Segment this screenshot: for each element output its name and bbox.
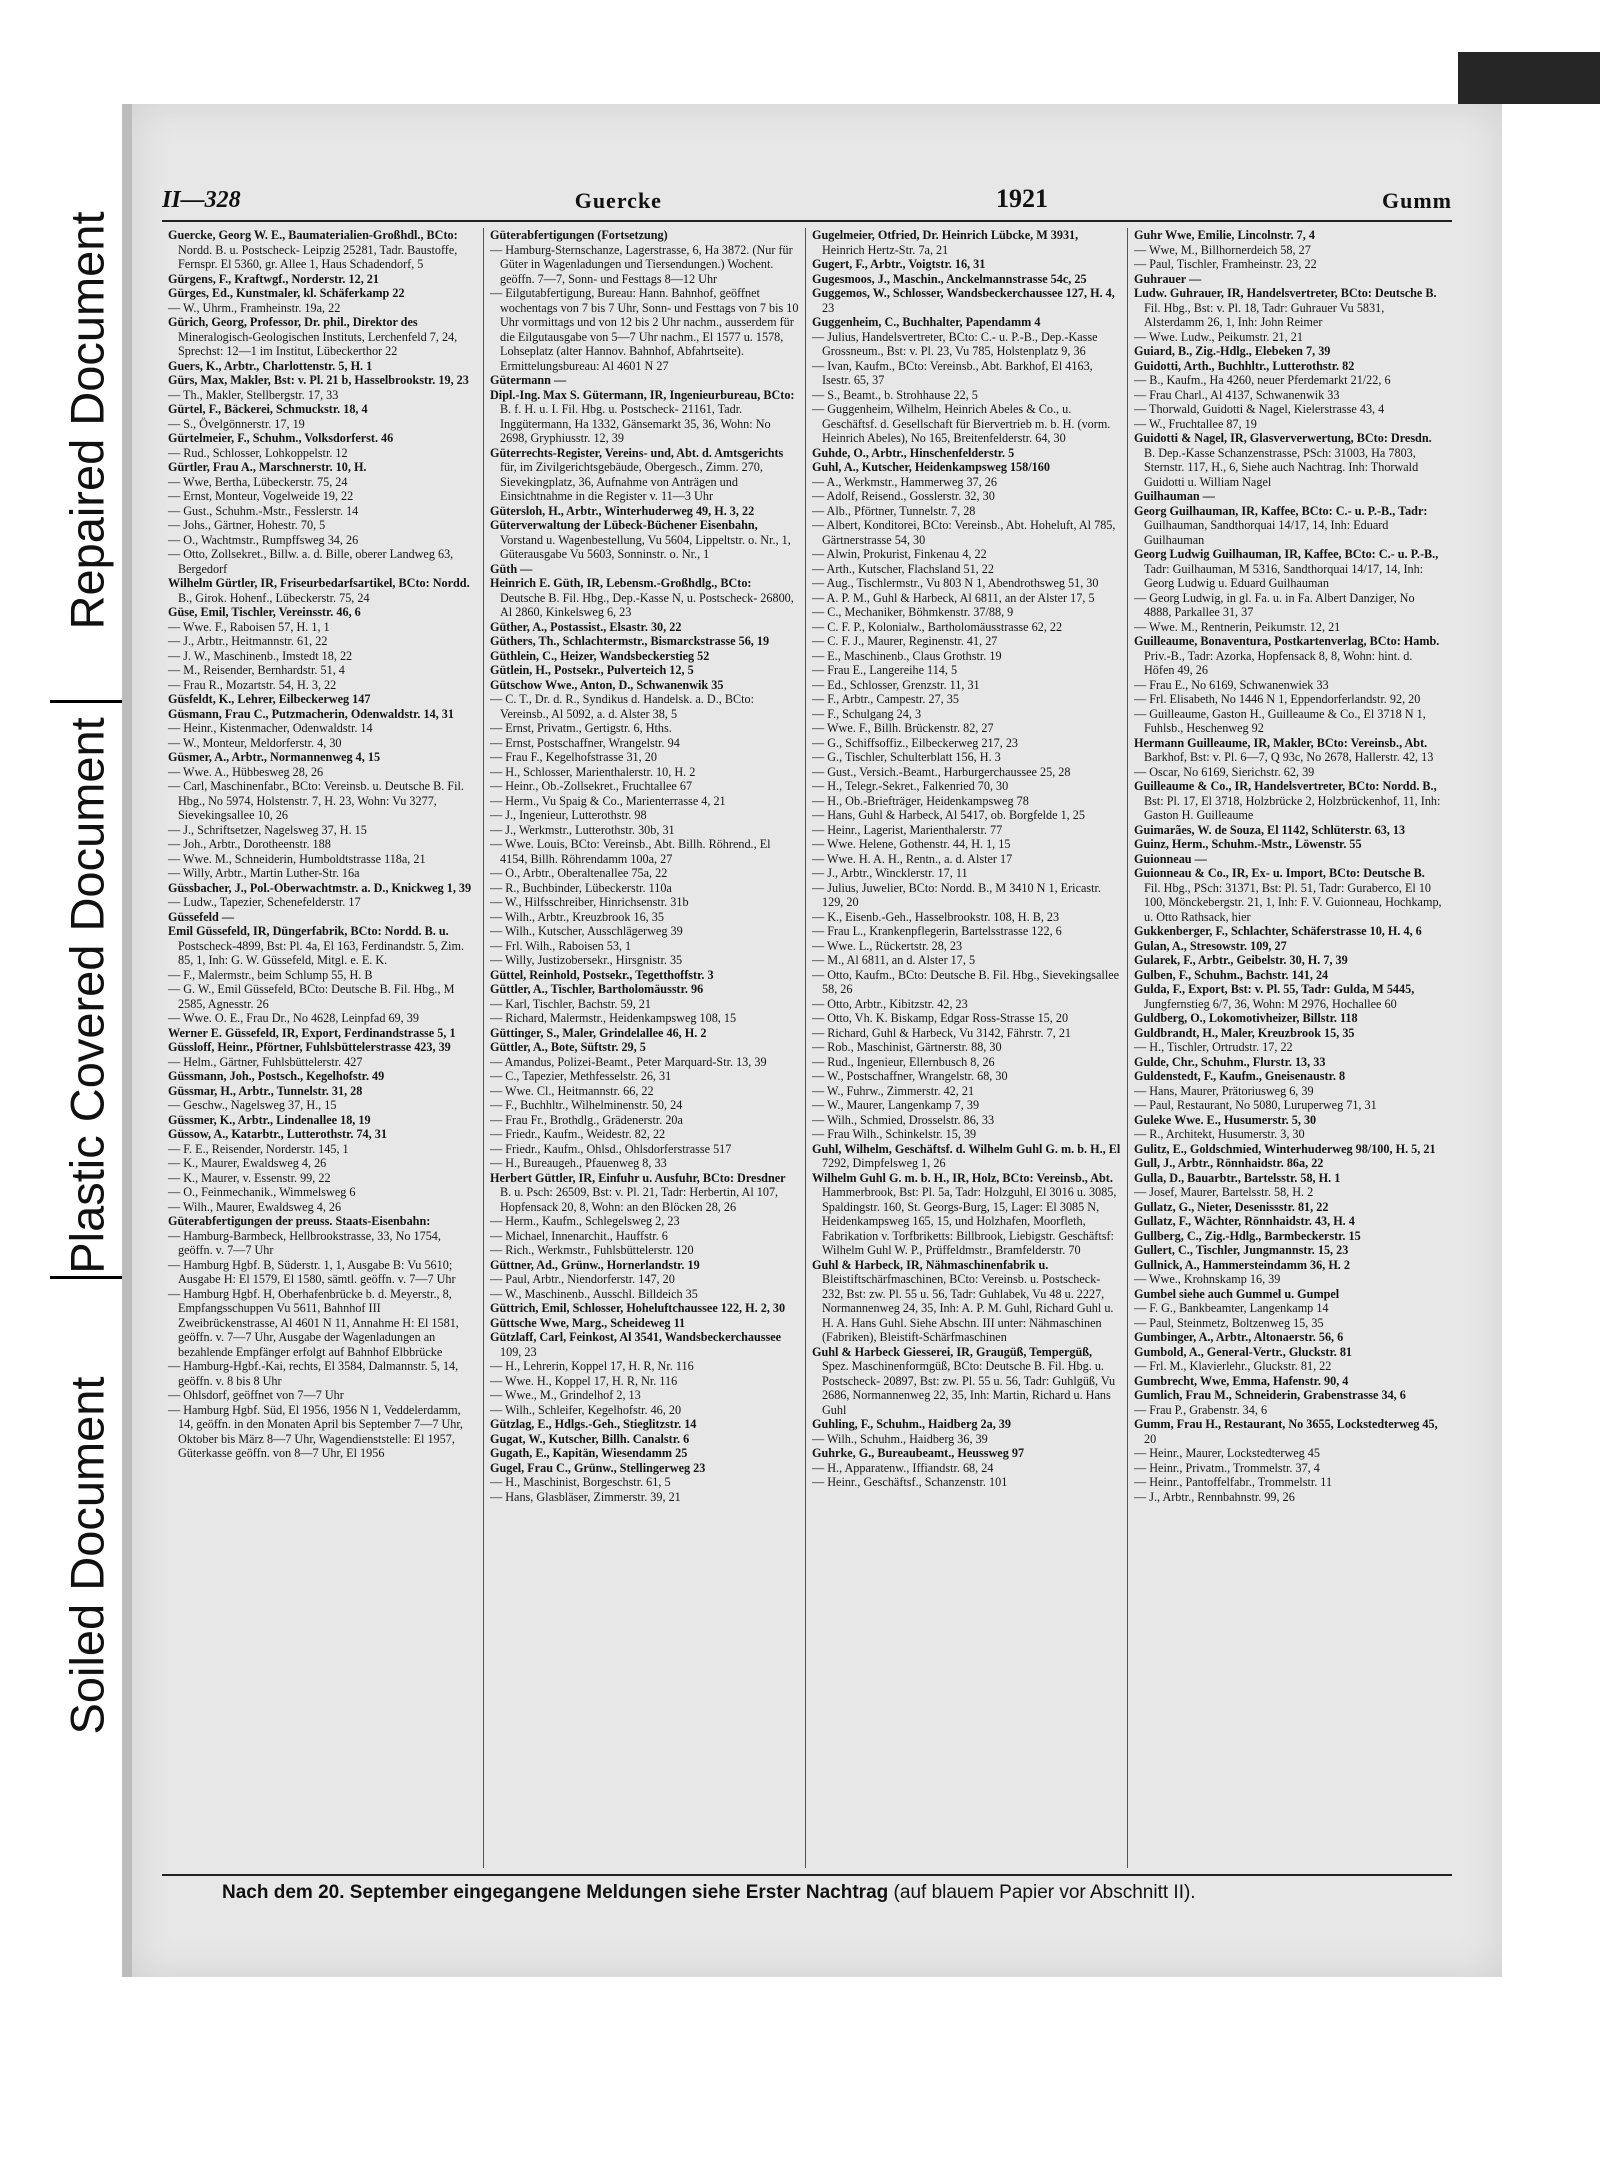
directory-entry: — J., Arbtr., Wincklerstr. 17, 11 bbox=[812, 866, 968, 880]
directory-entry: — Wwe. F., Billh. Brückenstr. 82, 27 bbox=[812, 721, 994, 735]
directory-entry: — W., Fruchtallee 87, 19 bbox=[1134, 416, 1257, 431]
directory-entry: Guhl & Harbeck, IR, Nähmaschinenfabrik u. Bleistiftschärfmaschinen, BCto: Vereinsb. u. Postscheck- 232, Bst: zw. Pl. 55 u. 56, Tadr: Guhlabek, Vu 48 u. 2227, Normannenweg 24, 35, Inh: A. P. M. Guhl, Richard Guhl u. H. A. Hans Guhl. Siehe Abschn. III unter: Nähmaschinen (Fabriken), Bleistift-Schärfmaschinen bbox=[812, 1257, 1114, 1344]
directory-entry: Gürges, Ed., Kunstmaler, kl. Schäferkamp 22 bbox=[168, 286, 405, 300]
label-soiled-document: Soiled Document bbox=[60, 1376, 114, 1734]
directory-entry: — Friedr., Kaufm., Ohlsd., Ohlsdorferstrasse 517 bbox=[490, 1141, 732, 1156]
directory-entry: — K., Eisenb.-Geh., Hasselbrookstr. 108, H. B, 23 bbox=[812, 909, 1060, 924]
directory-entry: Gulla, D., Bauarbtr., Bartelsstr. 58, H. 1 bbox=[1134, 1170, 1341, 1185]
directory-entry: — Helm., Gärtner, Fuhlsbüttelerstr. 427 bbox=[168, 1054, 363, 1069]
directory-entry: — J., Arbtr., Heitmannstr. 61, 22 bbox=[168, 634, 328, 648]
directory-entry: — Gust., Versich.-Beamt., Harburgerchaussee 25, 28 bbox=[812, 764, 1071, 779]
directory-entry: — G., Schiffsoffiz., Eilbeckerweg 217, 23 bbox=[812, 735, 1019, 750]
directory-entry: — Wilh., Schmied, Drosselstr. 86, 33 bbox=[812, 1112, 995, 1127]
directory-entry: — Josef, Maurer, Bartelsstr. 58, H. 2 bbox=[1134, 1185, 1314, 1199]
directory-entry: Güttinger, S., Maler, Grindelallee 46, H. 2 bbox=[490, 1025, 707, 1040]
directory-entry: — Hamburg-Sternschanze, Lagerstrasse, 6, Ha 3872. (Nur für Güter in Wagenladungen und Tiersendungen.) Wochent. geöffn. 7—7, Sonn- und Festtags 8—12 Uhr bbox=[490, 242, 793, 286]
directory-entry: Gukkenberger, F., Schlachter, Schäferstrasse 10, H. 4, 6 bbox=[1134, 924, 1422, 938]
directory-entry: Gumlich, Frau M., Schneiderin, Grabenstrasse 34, 6 bbox=[1134, 1388, 1406, 1402]
directory-entry: — B., Kaufm., Ha 4260, neuer Pferdemarkt 21/22, 6 bbox=[1134, 373, 1391, 387]
document-condition-labels bbox=[42, 140, 132, 1940]
directory-entry: — Wilh., Schuhm., Haidberg 36, 39 bbox=[812, 1431, 988, 1446]
directory-entry: — Rob., Maschinist, Gärtnerstr. 88, 30 bbox=[812, 1040, 1002, 1054]
directory-entry: Guhl & Harbeck Giesserei, IR, Graugüß, Tempergüß, Spez. Maschinenformgüß, BCto: Deutsche B. Fil. Hbg. u. Postscheck- 20897, Bst: zw. Pl. 55 u. 56, Tadr: Guhlgüß, Vu 2686, Normannenweg 22, 35, Inh: Martin, Richard u. Hans Guhl bbox=[812, 1344, 1116, 1417]
directory-entry: Gürtler, Frau A., Marschnerstr. 10, H. bbox=[168, 460, 367, 474]
directory-entry: — Frau P., Grabenstr. 34, 6 bbox=[1134, 1402, 1268, 1417]
directory-entry: — Georg Ludwig, in gl. Fa. u. in Fa. Albert Danziger, No 4888, Parkallee 31, 37 bbox=[1134, 590, 1415, 619]
directory-entry: — Paul, Steinmetz, Boltzenweg 15, 35 bbox=[1134, 1315, 1324, 1330]
directory-entry: — Wilh., Schleifer, Kegelhofstr. 46, 20 bbox=[490, 1402, 682, 1417]
directory-entry: — Wwe. H., Koppel 17, H. R, Nr. 116 bbox=[490, 1373, 678, 1388]
directory-entry: Guhr Wwe, Emilie, Lincolnstr. 7, 4 bbox=[1134, 228, 1315, 242]
directory-entry: Güssbacher, J., Pol.-Oberwachtmstr. a. D., Knickweg 1, 39 bbox=[168, 880, 472, 895]
footer-note bbox=[222, 1882, 1452, 1904]
directory-entry: — F., Arbtr., Campestr. 27, 35 bbox=[812, 692, 959, 706]
directory-entry: Herbert Güttler, IR, Einfuhr u. Ausfuhr, BCto: Dresdner B. u. Psch: 26509, Bst: v. Pl. 21, Tadr: Herbertin, Al 107, Hopfensack 20, 8, Wohn: an den Blöcken 28, 26 bbox=[490, 1170, 786, 1214]
directory-entry: — Heinr., Ob.-Zollsekret., Fruchtallee 67 bbox=[490, 779, 693, 793]
directory-entry: Guilhauman — bbox=[1134, 489, 1215, 503]
directory-entry: Güttler, A., Bote, Süftstr. 29, 5 bbox=[490, 1040, 646, 1054]
directory-entry: Gugesmoos, J., Maschin., Anckelmannstrasse 54c, 25 bbox=[812, 271, 1087, 286]
directory-entry: Guggenheim, C., Buchhalter, Papendamm 4 bbox=[812, 315, 1041, 329]
directory-entry: Gulitz, E., Goldschmied, Winterhuderweg 98/100, H. 5, 21 bbox=[1134, 1141, 1436, 1156]
directory-entry: Guercke, Georg W. E., Baumaterialien-Großhdl., BCto: Nordd. B. u. Postscheck- Leipzig 25281, Tadr. Baustoffe, Fernspr. El 5360, gr. Allee 1, Haus Schadendorf, 5 bbox=[168, 228, 458, 271]
directory-entry: Güssloff, Heinr., Pförtner, Fuhlsbüttelerstrasse 423, 39 bbox=[168, 1040, 451, 1054]
directory-entry: — F., Schulgang 24, 3 bbox=[812, 706, 922, 721]
directory-entry: Güttsche Wwe, Marg., Scheideweg 11 bbox=[490, 1315, 686, 1330]
page-number: II—328 bbox=[162, 187, 241, 213]
directory-entry: Ludw. Guhrauer, IR, Handelsvertreter, BCto: Deutsche B. Fil. Hbg., Bst: v. Pl. 18, Tadr: Guhrauer Vu 5831, Alsterdamm 26, 1, Inh: John Reimer bbox=[1134, 286, 1437, 329]
directory-entry: — Wwe., Krohnskamp 16, 39 bbox=[1134, 1272, 1281, 1286]
directory-entry: — W., Postschaffner, Wrangelstr. 68, 30 bbox=[812, 1069, 1008, 1083]
directory-entry: — G., Tischler, Schulterblatt 156, H. 3 bbox=[812, 750, 1001, 764]
directory-entry: — O., Feinmechanik., Wimmelsweg 6 bbox=[168, 1185, 356, 1199]
directory-entry: — Frau Charl., Al 4137, Schwanenwik 33 bbox=[1134, 387, 1340, 402]
directory-entry: — J., Arbtr., Rennbahnstr. 99, 26 bbox=[1134, 1489, 1295, 1504]
directory-entry: — C., Mechaniker, Böhmkenstr. 37/88, 9 bbox=[812, 605, 1014, 619]
directory-entry: — Michael, Innenarchit., Hauffstr. 6 bbox=[490, 1228, 668, 1243]
directory-entry: — Hamburg Hgbf. Süd, El 1956, 1956 N 1, Veddelerdamm, 14, geöffn. in den Monaten April bis September 7—7 Uhr, Oktober bis März 8—7 Uhr, Wagendienststelle: El 1957, Güterkasse geöffn. von 8—7 Uhr, El 1956 bbox=[168, 1402, 463, 1460]
directory-entry: — Wilh., Maurer, Ewaldsweg 4, 26 bbox=[168, 1199, 342, 1214]
directory-entry: — Hamburg Hgbf. B, Süderstr. 1, 1, Ausgabe B: Vu 5610; Ausgabe H: El 1579, El 1580, sämtl. geöffn. v. 7—7 Uhr bbox=[168, 1257, 456, 1286]
directory-entry: Werner E. Güssefeld, IR, Export, Ferdinandstrasse 5, 1 bbox=[168, 1025, 456, 1040]
directory-entry: Guldbrandt, H., Maler, Kreuzbrook 15, 35 bbox=[1134, 1025, 1355, 1040]
directory-entry: — Frl. Elisabeth, No 1446 N 1, Eppendorferlandstr. 92, 20 bbox=[1134, 692, 1421, 706]
directory-entry: — Frl. Wilh., Raboisen 53, 1 bbox=[490, 938, 632, 953]
directory-entry: Gumbrecht, Wwe, Emma, Hafenstr. 90, 4 bbox=[1134, 1373, 1349, 1388]
directory-entry: — Hans, Maurer, Prätoriusweg 6, 39 bbox=[1134, 1083, 1314, 1098]
directory-entry: Guidotti, Arth., Buchhltr., Lutterothstr. 82 bbox=[1134, 358, 1355, 373]
directory-entry: — Adolf, Reisend., Gosslerstr. 32, 30 bbox=[812, 489, 995, 503]
directory-entry: Guleke Wwe. E., Husumerstr. 5, 30 bbox=[1134, 1112, 1317, 1127]
directory-entry: — Herm., Kaufm., Schlegelsweg 2, 23 bbox=[490, 1214, 680, 1228]
directory-entry: — Wwe. A., Hübbesweg 28, 26 bbox=[168, 764, 324, 779]
directory-entry: Güterrechts-Register, Vereins- und, Abt. d. Amtsgerichts für, im Zivilgerichtsgebäude, Obergesch., Zimm. 270, Sievekingplatz, 36, Aufnahme von Anträgen und Einsichtnahme in die Register v. 11—3 Uhr bbox=[490, 445, 784, 503]
directory-entry: — Heinr., Kistenmacher, Odenwaldstr. 14 bbox=[168, 721, 373, 735]
directory-entry: — Th., Makler, Stellbergstr. 17, 33 bbox=[168, 387, 339, 402]
directory-entry: — Rich., Werkmstr., Fuhlsbüttelerstr. 120 bbox=[490, 1243, 694, 1257]
directory-entry: — Eilgutabfertigung, Bureau: Hann. Bahnhof, geöffnet wochentags von 7 bis 7 Uhr, Sonn- und Festtags von 7 bis 10 Uhr vormittags und von 12 bis 2 Uhr nachm., ausserdem für die Eilgutausgabe von 5—7 Uhr nachm., El 1577 u. 1578, Lohseplatz (alter Hannov. Bahnhof, Abfahrtseite). Ermittelungsbureau: Al 4601 N 27 bbox=[490, 286, 799, 373]
directory-entry: Güssefeld — bbox=[168, 909, 235, 924]
directory-entry: Gulda, F., Export, Bst: v. Pl. 55, Tadr: Gulda, M 5445, Jungfernstieg 6/7, 36, Wohn: M 2976, Hochallee 60 bbox=[1134, 982, 1415, 1011]
directory-entry: — Frl. M., Klavierlehr., Gluckstr. 81, 22 bbox=[1134, 1359, 1332, 1373]
directory-entry: — Oscar, No 6169, Sierichstr. 62, 39 bbox=[1134, 764, 1315, 779]
directory-page bbox=[122, 104, 1502, 1977]
directory-entry: — Otto, Kaufm., BCto: Deutsche B. Fil. Hbg., Sievekingsallee 58, 26 bbox=[812, 967, 1120, 996]
directory-entry: — C. F. P., Kolonialw., Bartholomäusstrasse 62, 22 bbox=[812, 619, 1063, 634]
directory-entry: Guidotti & Nagel, IR, Glasververwertung, BCto: Dresdn. B. Dep.-Kasse Schanzenstrasse, PSch: 31003, Ha 7803, Sternstr. 117, H., 6, Siehe auch Nachtrag. Inh: Thorwald Guidotti u. William Nagel bbox=[1134, 431, 1432, 489]
directory-entry: Guhrauer — bbox=[1134, 271, 1202, 286]
directory-entry: Gütschow Wwe., Anton, D., Schwanenwik 35 bbox=[490, 677, 724, 692]
directory-entry: — Rud., Ingenieur, Ellernbusch 8, 26 bbox=[812, 1054, 995, 1069]
directory-entry: Güterabfertigungen der preuss. Staats-Eisenbahn: bbox=[168, 1214, 431, 1228]
directory-entry: — Wwe, Bertha, Lübeckerstr. 75, 24 bbox=[168, 474, 348, 489]
directory-entry: Guers, K., Arbtr., Charlottenstr. 5, H. 1 bbox=[168, 358, 373, 373]
directory-entry: — Guilleaume, Gaston H., Guilleaume & Co., El 3718 N 1, Fuhlsb., Heschenweg 92 bbox=[1134, 706, 1426, 735]
directory-entry: — Ohlsdorf, geöffnet von 7—7 Uhr bbox=[168, 1388, 344, 1402]
directory-entry: Guhl, Wilhelm, Geschäftsf. d. Wilhelm Guhl G. m. b. H., El 7292, Dimpfelsweg 1, 26 bbox=[812, 1141, 1121, 1170]
directory-entry: — S., Övelgönnerstr. 17, 19 bbox=[168, 416, 305, 431]
directory-entry: — Amandus, Polizei-Beamt., Peter Marquard-Str. 13, 39 bbox=[490, 1054, 767, 1069]
page-header bbox=[162, 174, 1452, 214]
directory-entry: — Paul, Restaurant, No 5080, Luruperweg 71, 31 bbox=[1134, 1098, 1377, 1112]
directory-entry: — K., Maurer, Ewaldsweg 4, 26 bbox=[168, 1156, 327, 1170]
directory-entry: — A. P. M., Guhl & Harbeck, Al 6811, an der Alster 17, 5 bbox=[812, 590, 1095, 605]
directory-entry: — Wwe. Louis, BCto: Vereinsb., Abt. Billh. Röhrend., El 4154, Billh. Röhrendamm 100a, 27 bbox=[490, 837, 771, 866]
directory-entry: — W., Fuhrw., Zimmerstr. 42, 21 bbox=[812, 1083, 975, 1098]
directory-entry: — Frau E., No 6169, Schwanenwiek 33 bbox=[1134, 677, 1329, 692]
directory-entry: Gütermann — bbox=[490, 373, 567, 387]
directory-entry: Güthers, Th., Schlachtermstr., Bismarckstrasse 56, 19 bbox=[490, 634, 770, 648]
directory-entry: Guldberg, O., Lokomotivheizer, Billstr. 118 bbox=[1134, 1011, 1358, 1025]
directory-entry: — Hamburg-Hgbf.-Kai, rechts, El 3584, Dalmannstr. 5, 14, geöffn. v. 8 bis 8 Uhr bbox=[168, 1359, 459, 1388]
directory-entry: Gullatz, F., Wächter, Rönnhaidstr. 43, H. 4 bbox=[1134, 1214, 1355, 1228]
directory-entry: Gugert, F., Arbtr., Voigtstr. 16, 31 bbox=[812, 257, 986, 271]
directory-entry: Gürtel, F., Bäckerei, Schmuckstr. 18, 4 bbox=[168, 402, 368, 416]
directory-entry: — Julius, Handelsvertreter, BCto: C.- u. P.-B., Dep.-Kasse Grossneum., Bst: v. Pl. 23, Vu 785, Holstenplatz 9, 36 bbox=[812, 329, 1098, 358]
directory-entry: Güterabfertigungen (Fortsetzung) bbox=[490, 228, 668, 242]
directory-entry: Gullert, C., Tischler, Jungmannstr. 15, 23 bbox=[1134, 1243, 1349, 1257]
directory-entry: Heinrich E. Güth, IR, Lebensm.-Großhdlg., BCto: Deutsche B. Fil. Hbg., Dep.-Kasse N, u. Postscheck- 26800, Al 2860, Kinkelsweg 6, 23 bbox=[490, 576, 794, 619]
directory-entry: — Hans, Glasbläser, Zimmerstr. 39, 21 bbox=[490, 1489, 681, 1504]
directory-entry: — Otto, Vh. K. Biskamp, Edgar Ross-Strasse 15, 20 bbox=[812, 1011, 1069, 1025]
directory-entry: Guionneau — bbox=[1134, 851, 1207, 866]
directory-entry: — Paul, Arbtr., Niendorferstr. 147, 20 bbox=[490, 1272, 675, 1286]
directory-entry: Hermann Guilleaume, IR, Makler, BCto: Vereinsb., Abt. Barkhof, Bst: v. Pl. 6—7, Q 93c, No 2678, Hallerstr. 42, 13 bbox=[1134, 735, 1434, 764]
directory-entry: Gugath, E., Kapitän, Wiesendamm 25 bbox=[490, 1446, 688, 1460]
directory-entry: Wilhelm Gürtler, IR, Friseurbedarfsartikel, BCto: Nordd. B., Girok. Hohenf., Lübeckerstr. 75, 24 bbox=[168, 576, 470, 605]
directory-entry: Guhde, O., Arbtr., Hinschenfelderstr. 5 bbox=[812, 445, 1015, 460]
directory-entry: — F., Malermstr., beim Schlump 55, H. B bbox=[168, 967, 373, 982]
directory-entry: — Gust., Schuhm.-Mstr., Fesslerstr. 14 bbox=[168, 503, 359, 518]
directory-entry: Güssow, A., Katarbtr., Lutterothstr. 74, 31 bbox=[168, 1127, 387, 1141]
label-divider bbox=[50, 700, 124, 703]
directory-entry: — F. G., Bankbeamter, Langenkamp 14 bbox=[1134, 1301, 1329, 1315]
directory-entry: — Wwe. Ludw., Peikumstr. 21, 21 bbox=[1134, 329, 1303, 344]
directory-entry: — O., Wachtmstr., Rumpffsweg 34, 26 bbox=[168, 532, 359, 547]
directory-entry: — J., Schriftsetzer, Nagelsweg 37, H. 15 bbox=[168, 822, 367, 837]
directory-entry: Gürtelmeier, F., Schuhm., Volksdorferst. 46 bbox=[168, 431, 394, 445]
directory-entry: — R., Buchbinder, Lübeckerstr. 110a bbox=[490, 880, 672, 895]
directory-entry: — K., Maurer, v. Essenstr. 99, 22 bbox=[168, 1170, 331, 1185]
directory-entry: — Julius, Juwelier, BCto: Nordd. B., M 3410 N 1, Ericastr. 129, 20 bbox=[812, 880, 1101, 909]
directory-entry: — Aug., Tischlermstr., Vu 803 N 1, Abendrothsweg 51, 30 bbox=[812, 576, 1099, 590]
directory-entry: — Frau F., Kegelhofstrasse 31, 20 bbox=[490, 750, 657, 764]
directory-entry: Wilhelm Guhl G. m. b. H., IR, Holz, BCto: Vereinsb., Abt. Hammerbrook, Bst: Pl. 5a, Tadr: Holzguhl, El 3016 u. 3085, Spaldingstr. 160, St. Georgs-Burg, 15, Lager: El 3085 N, Heidenkampsweg 165, 15, und Holzhafen, Moorfleth, Fabrikation v. Torfbriketts: Billbrook, Liebigstr. Geschäftsf: Wilhelm Guhl W. P., Prüffeldmstr., Bramfelderstr. 70 bbox=[812, 1170, 1117, 1257]
directory-entry: — C. T., Dr. d. R., Syndikus d. Handelsk. a. D., BCto: Vereinsb., Al 5092, a. d. Alster 38, 5 bbox=[490, 692, 754, 721]
directory-entry: Güse, Emil, Tischler, Vereinsstr. 46, 6 bbox=[168, 605, 361, 619]
label-plastic-covered-document: Plastic Covered Document bbox=[60, 716, 114, 1274]
directory-entry: — Wwe. M., Schneiderin, Humboldtstrasse 118a, 21 bbox=[168, 851, 426, 866]
directory-entry: Gullatz, G., Nieter, Desenissstr. 81, 22 bbox=[1134, 1199, 1329, 1214]
header-year: 1921 bbox=[995, 184, 1048, 213]
directory-entry: Gürs, Max, Makler, Bst: v. Pl. 21 b, Hasselbrookstr. 19, 23 bbox=[168, 373, 469, 387]
directory-entry: — Ernst, Monteur, Vogelweide 19, 22 bbox=[168, 489, 354, 503]
directory-entry: Güsmann, Frau C., Putzmacherin, Odenwaldstr. 14, 31 bbox=[168, 706, 454, 721]
directory-entry: Gumbel siehe auch Gummel u. Gumpel bbox=[1134, 1286, 1340, 1301]
directory-entry: — H., Lehrerin, Koppel 17, H. R, Nr. 116 bbox=[490, 1359, 694, 1373]
directory-entry: Gumm, Frau H., Restaurant, No 3655, Lockstedterweg 45, 20 bbox=[1134, 1417, 1438, 1446]
directory-entry: — W., Maurer, Langenkamp 7, 39 bbox=[812, 1098, 980, 1112]
directory-entry: — Heinr., Pantoffelfabr., Trommelstr. 11 bbox=[1134, 1475, 1333, 1489]
directory-entry: — F. E., Reisender, Norderstr. 145, 1 bbox=[168, 1141, 349, 1156]
directory-entry: — G. W., Emil Güssefeld, BCto: Deutsche B. Fil. Hbg., M 2585, Agnesstr. 26 bbox=[168, 982, 455, 1011]
directory-entry: — Otto, Arbtr., Kibitzstr. 42, 23 bbox=[812, 996, 968, 1011]
directory-entry: — Frau Fr., Brothdlg., Grädenerstr. 20a bbox=[490, 1112, 683, 1127]
directory-entry: — H., Schlosser, Marienthalerstr. 10, H. 2 bbox=[490, 764, 696, 779]
directory-entry: Güsmer, A., Arbtr., Normannenweg 4, 15 bbox=[168, 750, 381, 764]
directory-entry: — Friedr., Kaufm., Weidestr. 82, 22 bbox=[490, 1127, 666, 1141]
footer-rule bbox=[162, 1874, 1452, 1876]
directory-entry: — S., Beamt., b. Strohhause 22, 5 bbox=[812, 387, 978, 402]
directory-entry: — Willy, Arbtr., Martin Luther-Str. 16a bbox=[168, 866, 360, 880]
directory-entry: — Ernst, Postschaffner, Wrangelstr. 94 bbox=[490, 735, 680, 750]
column-3 bbox=[806, 228, 1128, 1868]
directory-entry: — Paul, Tischler, Framheinstr. 23, 22 bbox=[1134, 257, 1317, 271]
directory-entry: — Wwe. Helene, Gothenstr. 44, H. 1, 15 bbox=[812, 837, 1011, 851]
directory-entry: — Joh., Arbtr., Dorotheenstr. 188 bbox=[168, 837, 331, 851]
directory-entry: — Willy, Justizobersekr., Hirsgnistr. 35 bbox=[490, 953, 683, 967]
directory-entry: — Hamburg-Barmbeck, Hellbrookstrasse, 33, No 1754, geöffn. v. 7—7 Uhr bbox=[168, 1228, 441, 1257]
directory-entry: — C., Tapezier, Methfesselstr. 26, 31 bbox=[490, 1069, 672, 1083]
directory-entry: — Otto, Zollsekret., Billw. a. d. Bille, oberer Landweg 63, Bergedorf bbox=[168, 547, 454, 576]
directory-entry: — C. F. J., Maurer, Reginenstr. 41, 27 bbox=[812, 634, 998, 648]
directory-entry: — Frau Wilh., Schinkelstr. 15, 39 bbox=[812, 1127, 977, 1141]
directory-entry: Güssmann, Joh., Postsch., Kegelhofstr. 49 bbox=[168, 1069, 385, 1083]
directory-entry: Gütlein, H., Postsekr., Pulverteich 12, 5 bbox=[490, 663, 694, 677]
directory-entry: — Heinr., Maurer, Lockstedterweg 45 bbox=[1134, 1446, 1320, 1460]
directory-entry: — Heinr., Geschäftsf., Schanzenstr. 101 bbox=[812, 1475, 1008, 1489]
directory-entry: — Alwin, Prokurist, Finkenau 4, 22 bbox=[812, 547, 987, 561]
directory-entry: — Ludw., Tapezier, Schenefelderstr. 17 bbox=[168, 895, 361, 909]
directory-entry: — Wwe. Cl., Heitmannstr. 66, 22 bbox=[490, 1083, 654, 1098]
header-rule bbox=[162, 220, 1452, 222]
directory-entry: Gulben, F., Schuhm., Bachstr. 141, 24 bbox=[1134, 967, 1329, 982]
directory-entry: — Thorwald, Guidotti & Nagel, Kielerstrasse 43, 4 bbox=[1134, 402, 1385, 416]
directory-entry: — H., Ob.-Briefträger, Heidenkampsweg 78 bbox=[812, 793, 1029, 808]
directory-entry: Guggemos, W., Schlosser, Wandsbeckerchaussee 127, H. 4, 23 bbox=[812, 286, 1115, 315]
column-2 bbox=[484, 228, 806, 1868]
directory-entry: — Wwe. H. A. H., Rentn., a. d. Alster 17 bbox=[812, 851, 1013, 866]
directory-entry: Güttler, A., Tischler, Bartholomäusstr. 96 bbox=[490, 982, 704, 996]
directory-entry: — J., Ingenieur, Lutterothstr. 98 bbox=[490, 808, 647, 822]
directory-entry: — Richard, Guhl & Harbeck, Vu 3142, Fährstr. 7, 21 bbox=[812, 1025, 1072, 1040]
directory-entry: Güttner, Ad., Grünw., Hornerlandstr. 19 bbox=[490, 1257, 700, 1272]
directory-entry: Güther, A., Postassist., Elsastr. 30, 22 bbox=[490, 619, 682, 634]
directory-entry: — Wwe, M., Billhornerdeich 58, 27 bbox=[1134, 242, 1311, 257]
column-1 bbox=[162, 228, 484, 1868]
directory-entry: — H., Tischler, Ortrudstr. 17, 22 bbox=[1134, 1040, 1293, 1054]
directory-entry: Georg Guilhauman, IR, Kaffee, BCto: C.- u. P.-B., Tadr: Guilhauman, Sandthorquai 14/17, 14, Inh: Eduard Guilhauman bbox=[1134, 503, 1428, 547]
directory-entry: Gürich, Georg, Professor, Dr. phil., Direktor des Mineralogisch-Geologischen Instituts, Lerchenfeld 7, 24, Sprechst: 12—1 im Institut, Lübeckerthor 22 bbox=[168, 315, 458, 358]
directory-entry: — Geschw., Nagelsweg 37, H., 15 bbox=[168, 1098, 337, 1112]
directory-entry: Guldenstedt, F., Kaufm., Gneisenaustr. 8 bbox=[1134, 1069, 1346, 1083]
directory-entry: Guhrke, G., Bureaubeamt., Heussweg 97 bbox=[812, 1446, 1025, 1460]
directory-entry: Güthlein, C., Heizer, Wandsbeckerstieg 52 bbox=[490, 648, 710, 663]
directory-entry: — Wilh., Arbtr., Kreuzbrook 16, 35 bbox=[490, 909, 664, 924]
directory-columns bbox=[162, 228, 1452, 1868]
directory-entry: — Wwe. M., Rentnerin, Peikumstr. 12, 21 bbox=[1134, 619, 1341, 634]
directory-entry: Gugelmeier, Otfried, Dr. Heinrich Lübcke, M 3931, Heinrich Hertz-Str. 7a, 21 bbox=[812, 228, 1079, 257]
directory-entry: — H., Maschinist, Borgeschstr. 61, 5 bbox=[490, 1475, 671, 1489]
column-4 bbox=[1128, 228, 1450, 1868]
directory-entry: — Richard, Malermstr., Heidenkampsweg 108, 15 bbox=[490, 1011, 737, 1025]
directory-entry: — M., Al 6811, an d. Alster 17, 5 bbox=[812, 953, 976, 967]
directory-entry: — Frau R., Mozartstr. 54, H. 3, 22 bbox=[168, 677, 337, 692]
directory-entry: — J., Werkmstr., Lutterothstr. 30b, 31 bbox=[490, 822, 675, 837]
directory-entry: — Herm., Vu Spaig & Co., Marienterrasse 4, 21 bbox=[490, 793, 726, 808]
directory-entry: — W., Maschinenb., Ausschl. Billdeich 35 bbox=[490, 1286, 698, 1301]
directory-entry: Guinz, Herm., Schuhm.-Mstr., Löwenstr. 55 bbox=[1134, 837, 1362, 851]
directory-entry: Güttel, Reinhold, Postsekr., Tegetthoffstr. 3 bbox=[490, 967, 714, 982]
directory-entry: Guilleaume & Co., IR, Handelsvertreter, BCto: Nordd. B., Bst: Pl. 17, El 3718, Holzbrücke 2, Holzbrückenhof, 11, Inh: Gaston H. Guilleaume bbox=[1134, 779, 1441, 822]
directory-entry: Güssmer, K., Arbtr., Lindenallee 18, 19 bbox=[168, 1112, 371, 1127]
directory-entry: Guionneau & Co., IR, Ex- u. Import, BCto: Deutsche B. Fil. Hbg., PSch: 31371, Bst: Pl. 51, Tadr: Guraberco, El 10 100, Mönckebergstr. 21, 1, Inh: F. V. Guionneau, Hochkamp, u. Otto Rathsack, hier bbox=[1134, 866, 1442, 924]
directory-entry: — W., Monteur, Meldorferstr. 4, 30 bbox=[168, 735, 342, 750]
directory-entry: Gugat, W., Kutscher, Billh. Canalstr. 6 bbox=[490, 1431, 690, 1446]
directory-entry: — Heinr., Privatm., Trommelstr. 37, 4 bbox=[1134, 1460, 1320, 1475]
directory-entry: Gulan, A., Stresowstr. 109, 27 bbox=[1134, 938, 1287, 953]
directory-entry: — Wwe. F., Raboisen 57, H. 1, 1 bbox=[168, 619, 330, 634]
directory-entry: — E., Maschinenb., Claus Grothstr. 19 bbox=[812, 648, 1002, 663]
directory-entry: Gützlaff, Carl, Feinkost, Al 3541, Wandsbeckerchaussee 109, 23 bbox=[490, 1330, 782, 1359]
label-repaired-document: Repaired Document bbox=[60, 211, 114, 629]
directory-entry: — J. W., Maschinenb., Imstedt 18, 22 bbox=[168, 648, 353, 663]
header-first-entry: Guercke bbox=[574, 188, 662, 213]
directory-entry: Güssmar, H., Arbtr., Tunnelstr. 31, 28 bbox=[168, 1083, 363, 1098]
directory-entry: — Frau L., Krankenpflegerin, Bartelsstrasse 122, 6 bbox=[812, 924, 1062, 938]
directory-entry: — Wwe. L., Rückertstr. 28, 23 bbox=[812, 938, 963, 953]
directory-entry: Gütersloh, H., Arbtr., Winterhuderweg 49, H. 3, 22 bbox=[490, 503, 755, 518]
directory-entry: Gullnick, A., Hammersteindamm 36, H. 2 bbox=[1134, 1257, 1350, 1272]
directory-entry: Güttrich, Emil, Schlosser, Hoheluftchaussee 122, H. 2, 30 bbox=[490, 1301, 786, 1315]
directory-entry: — Ivan, Kaufm., BCto: Vereinsb., Abt. Barkhof, El 4163, Isestr. 65, 37 bbox=[812, 358, 1093, 387]
directory-entry: Güth — bbox=[490, 561, 533, 576]
directory-entry: Güterverwaltung der Lübeck-Büchener Eisenbahn, Vorstand u. Wagenbestellung, Vu 5604, Lippeltstr. o. Nr., 1, Güterausgabe Vu 5603, Sonninstr. o. Nr., 1 bbox=[490, 518, 791, 561]
directory-entry: Dipl.-Ing. Max S. Gütermann, IR, Ingenieurbureau, BCto: B. f. H. u. I. Fil. Hbg. u. Postscheck- 21161, Tadr. Inggütermann, Ha 1332, Gänsemarkt 35, 36, Wohn: No 2698, Gryphiusstr. 12, 39 bbox=[490, 387, 795, 445]
directory-entry: — Wilh., Kutscher, Ausschlägerweg 39 bbox=[490, 924, 683, 938]
directory-entry: — O., Arbtr., Oberaltenallee 75a, 22 bbox=[490, 866, 668, 880]
directory-entry: — Arth., Kutscher, Flachsland 51, 22 bbox=[812, 561, 994, 576]
directory-entry: Emil Güssefeld, IR, Düngerfabrik, BCto: Nordd. B. u. Postscheck-4899, Bst: Pl. 4a, El 163, Ferdinandstr. 5, Zim. 85, 1, Inh: G. W. Güssefeld, Mitgl. e. E. K. bbox=[168, 924, 465, 967]
label-divider bbox=[50, 1276, 124, 1279]
directory-entry: — W., Hilfsschreiber, Hinrichsenstr. 31b bbox=[490, 895, 689, 909]
directory-entry: — W., Uhrm., Framheinstr. 19a, 22 bbox=[168, 300, 341, 315]
directory-entry: — Rud., Schlosser, Lohkoppelstr. 12 bbox=[168, 445, 348, 460]
scanner-edge-strip bbox=[1458, 52, 1600, 104]
directory-entry: — Wwe., M., Grindelhof 2, 13 bbox=[490, 1388, 641, 1402]
directory-entry: Gulde, Chr., Schuhm., Flurstr. 13, 33 bbox=[1134, 1054, 1326, 1069]
directory-entry: — Albert, Konditorei, BCto: Vereinsb., Abt. Hoheluft, Al 785, Gärtnerstrasse 54, 30 bbox=[812, 518, 1116, 547]
directory-entry: Gugel, Frau C., Grünw., Stellingerweg 23 bbox=[490, 1460, 706, 1475]
directory-entry: — M., Reisender, Bernhardstr. 51, 4 bbox=[168, 663, 345, 677]
directory-entry: — Alb., Pförtner, Tunnelstr. 7, 28 bbox=[812, 503, 976, 518]
directory-entry: Georg Ludwig Guilhauman, IR, Kaffee, BCto: C.- u. P.-B., Tadr: Guilhauman, M 5316, Sandthorquai 14/17, 14, Inh: Georg Ludwig u. Eduard Guilhauman bbox=[1134, 547, 1439, 590]
directory-entry: Gumbinger, A., Arbtr., Altonaerstr. 56, 6 bbox=[1134, 1330, 1344, 1344]
directory-entry: Guhl, A., Kutscher, Heidenkampsweg 158/160 bbox=[812, 460, 1050, 474]
directory-entry: — Ed., Schlosser, Grenzstr. 11, 31 bbox=[812, 677, 980, 692]
directory-entry: — Karl, Tischler, Bachstr. 59, 21 bbox=[490, 996, 651, 1011]
directory-entry: — Heinr., Lagerist, Marienthalerstr. 77 bbox=[812, 822, 1003, 837]
directory-entry: — A., Werkmstr., Hammerweg 37, 26 bbox=[812, 474, 997, 489]
directory-entry: Gützlag, E., Hdlgs.-Geh., Stieglitzstr. 14 bbox=[490, 1417, 697, 1431]
footer-note-bold: Nach dem 20. September eingegangene Meldungen siehe Erster Nachtrag bbox=[222, 1882, 889, 1903]
directory-entry: Güsfeldt, K., Lehrer, Eilbeckerweg 147 bbox=[168, 692, 371, 706]
directory-entry: Gull, J., Arbtr., Rönnhaidstr. 86a, 22 bbox=[1134, 1156, 1324, 1170]
directory-entry: Guilleaume, Bonaventura, Postkartenverlag, BCto: Hamb. Priv.-B., Tadr: Azorka, Hopfensack 8, 8, Wohn: hint. d. Höfen 49, 26 bbox=[1134, 634, 1440, 677]
directory-entry: — Ernst, Privatm., Gertigstr. 6, Hths. bbox=[490, 721, 672, 735]
directory-entry: — Hans, Guhl & Harbeck, Al 5417, ob. Borgfelde 1, 25 bbox=[812, 808, 1085, 822]
directory-entry: — H., Bureaugeh., Pfauenweg 8, 33 bbox=[490, 1156, 667, 1170]
directory-entry: Guhling, F., Schuhm., Haidberg 2a, 39 bbox=[812, 1417, 1011, 1431]
directory-entry: — H., Telegr.-Sekret., Falkenried 70, 30 bbox=[812, 779, 1009, 793]
directory-entry: — H., Apparatenw., Iffiandstr. 68, 24 bbox=[812, 1460, 994, 1475]
header-last-entry: Gumm bbox=[1381, 188, 1452, 213]
footer-note-normal: (auf blauem Papier vor Abschnitt II). bbox=[893, 1882, 1196, 1903]
directory-entry: — Wwe. O. E., Frau Dr., No 4628, Leinpfad 69, 39 bbox=[168, 1011, 419, 1025]
directory-entry: — Guggenheim, Wilhelm, Heinrich Abeles & Co., u. Geschäftsf. d. Gesellschaft für Biervertrieb m. b. H. (vorm. Heinrich Abeles), No 165, Breitenfelderstr. 64, 30 bbox=[812, 402, 1111, 445]
directory-entry: Gumbold, A., General-Vertr., Gluckstr. 81 bbox=[1134, 1344, 1353, 1359]
directory-entry: — Hamburg Hgbf. H, Oberhafenbrücke b. d. Meyerstr., 8, Empfangsschuppen Vu 5611, Bahnhof III Zweibrückenstrasse, Al 4601 N 11, Annahme H: El 1581, geöffn. v. 7—7 Uhr, Ausgabe der Wagenladungen an bezahlende Empfänger erfolgt auf Bahnhof Elbbrücke bbox=[168, 1286, 459, 1359]
directory-entry: Guiard, B., Zig.-Hdlg., Elebeken 7, 39 bbox=[1134, 344, 1331, 358]
directory-entry: — Frau E., Langereihe 114, 5 bbox=[812, 663, 958, 677]
directory-entry: Gullberg, C., Zig.-Hdlg., Barmbeckerstr. 15 bbox=[1134, 1228, 1361, 1243]
directory-entry: Gürgens, F., Kraftwgf., Norderstr. 12, 21 bbox=[168, 271, 379, 286]
directory-entry: — Johs., Gärtner, Hohestr. 70, 5 bbox=[168, 518, 326, 532]
directory-entry: Gularek, F., Arbtr., Geibelstr. 30, H. 7, 39 bbox=[1134, 953, 1348, 967]
directory-entry: — Carl, Maschinenfabr., BCto: Vereinsb. u. Deutsche B. Fil. Hbg., No 5974, Holstenstr. 7, H. 23, Wohn: Vu 3277, Sievekingsallee 10, 26 bbox=[168, 779, 464, 822]
directory-entry: — R., Architekt, Husumerstr. 3, 30 bbox=[1134, 1127, 1305, 1141]
directory-entry: Guimarães, W. de Souza, El 1142, Schlüterstr. 63, 13 bbox=[1134, 822, 1406, 837]
directory-entry: — F., Buchhltr., Wilhelminenstr. 50, 24 bbox=[490, 1098, 683, 1112]
